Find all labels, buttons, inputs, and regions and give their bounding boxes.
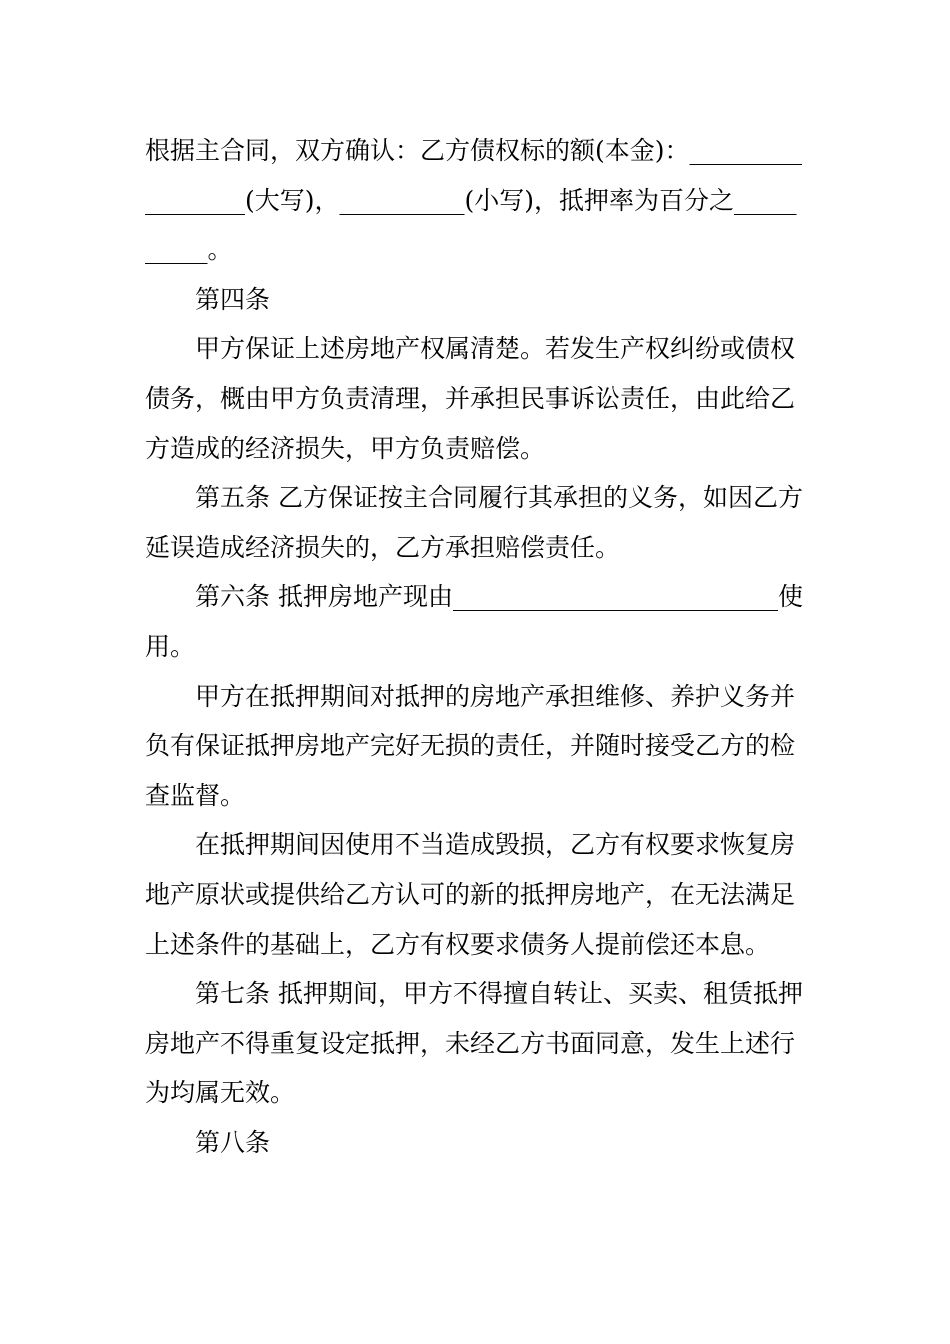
heading-article-4: 第四条 (195, 284, 271, 314)
paragraph-article-4-body: 甲方保证上述房地产权属清楚。若发生产权纠纷或债权债务，概由甲方负责清理，并承担民事诉讼责任，由此给乙方造成的经济损失，甲方负责赔偿。 (145, 334, 796, 463)
contract-text (145, 126, 807, 1167)
paragraph-article-5: 第五条 乙方保证按主合同履行其承担的义务，如因乙方延误造成经济损失的，乙方承担赔偿责任。 (145, 483, 803, 562)
paragraph-damage-remedy: 在抵押期间因使用不当造成毁损，乙方有权要求恢复房地产原状或提供给乙方认可的新的抵押房地产，在无法满足上述条件的基础上，乙方有权要求债务人提前偿还本息。 (145, 830, 796, 959)
paragraph-article-6: 第六条 抵押房地产现由__________________________使用。 (145, 582, 803, 661)
paragraph-article-7: 第七条 抵押期间，甲方不得擅自转让、买卖、租赁抵押房地产不得重复设定抵押，未经乙方书面同意，发生上述行为均属无效。 (145, 979, 803, 1108)
paragraph-maintenance-duty: 甲方在抵押期间对抵押的房地产承担维修、养护义务并负有保证抵押房地产完好无损的责任，并随时接受乙方的检查监督。 (145, 681, 796, 810)
paragraph-principal-amount: 根据主合同，双方确认：乙方债权标的额(本金)：_________________(大写)，__________(小写)，抵押率为百分之__________。 (145, 136, 803, 265)
heading-article-8: 第八条 (195, 1127, 271, 1157)
